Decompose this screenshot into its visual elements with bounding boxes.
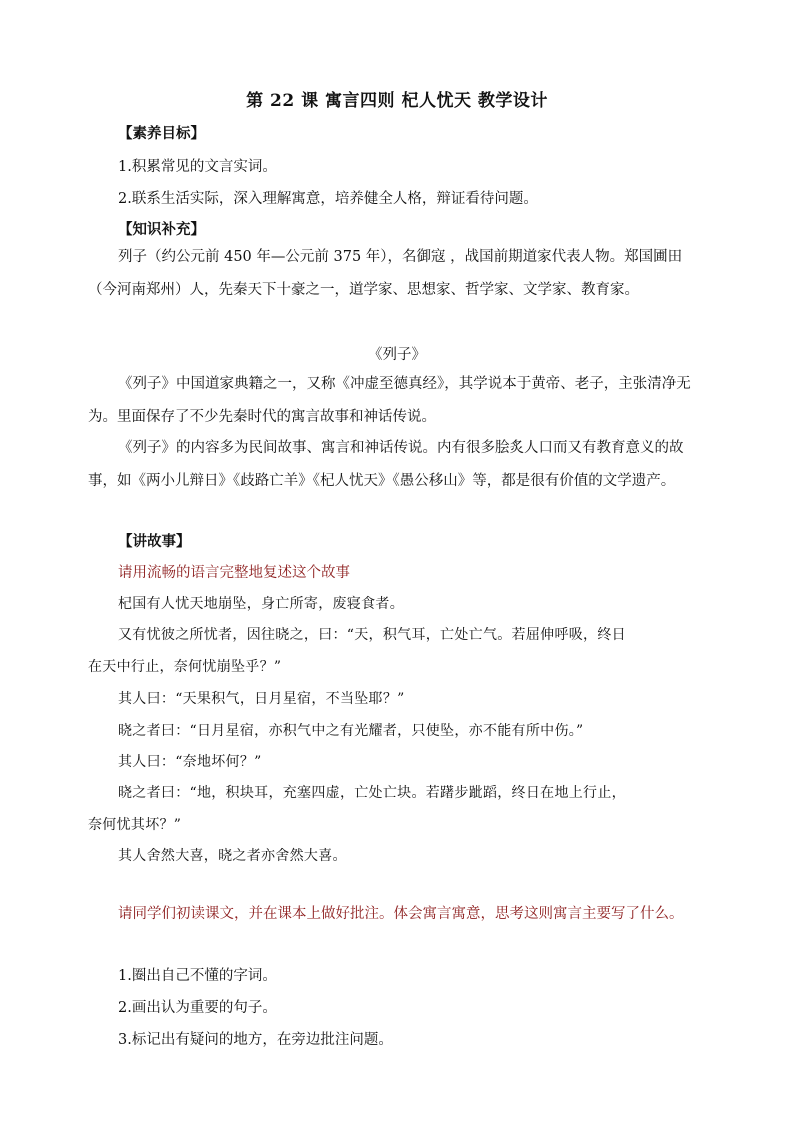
- story-prompt: 请用流畅的语言完整地复述这个故事: [118, 565, 350, 581]
- story-line-2: 又有忧彼之所忧者，因往晓之，曰：“天，积气耳，亡处亡气。若屈伸呼吸，终日: [118, 627, 626, 643]
- story-line-3: 在天中行止，奈何忧崩坠乎？”: [88, 659, 282, 675]
- task-item-2: 2.画出认为重要的句子。: [118, 1000, 277, 1016]
- goals-heading: 【素养目标】: [118, 125, 205, 142]
- story-line-6: 其人曰：“奈地坏何？”: [118, 754, 262, 770]
- page-title: 第 22 课 寓言四则 杞人忧天 教学设计: [246, 91, 548, 111]
- task-item-1: 1.圈出自己不懂的字词。: [118, 968, 277, 984]
- book-paragraph-2: 《列子》的内容多为民间故事、寓言和神话传说。内有很多脍炙人口而又有教育意义的故事，如《两小儿辩日》《歧路亡羊》《杞人忧天》《愚公移山》等，都是很有价值的文学遗产。: [88, 440, 684, 489]
- story-line-9: 其人舍然大喜，晓之者亦舍然大喜。: [118, 848, 347, 864]
- task-prompt: 请同学们初读课文，并在课本上做好批注。体会寓言寓意，思考这则寓言主要写了什么。: [118, 906, 684, 922]
- story-heading: 【讲故事】: [118, 533, 191, 550]
- task-item-3: 3.标记出有疑问的地方，在旁边批注问题。: [118, 1032, 393, 1048]
- story-line-4: 其人曰：“天果积气，日月星宿，不当坠耶？”: [118, 691, 405, 707]
- story-line-1: 杞国有人忧天地崩坠，身亡所寄，废寝食者。: [118, 596, 404, 612]
- knowledge-heading: 【知识补充】: [118, 221, 205, 238]
- goal-item-2: 2.联系生活实际，深入理解寓意，培养健全人格，辩证看待问题。: [118, 191, 538, 207]
- book-paragraph-1: 《列子》中国道家典籍之一，又称《冲虚至德真经》，其学说本于黄帝、老子，主张清净无为。里面保存了不少先秦时代的寓言故事和神话传说。: [88, 376, 691, 425]
- story-line-8: 奈何忧其坏？”: [88, 817, 182, 833]
- story-line-7: 晓之者曰：“地，积块耳，充塞四虚，亡处亡块。若躇步跐蹈，终日在地上行止，: [118, 785, 626, 801]
- liezi-biography: 列子（约公元前 450 年—公元前 375 年），名御寇 ，战国前期道家代表人物。郑国圃田（今河南郑州）人，先秦天下十豪之一，道学家、思想家、哲学家、文学家、教育家。: [88, 249, 683, 298]
- book-title: 《列子》: [368, 347, 426, 363]
- goal-item-1: 1.积累常见的文言实词。: [118, 159, 277, 175]
- story-line-5: 晓之者曰：“日月星宿，亦积气中之有光耀者，只使坠，亦不能有所中伤。”: [118, 723, 584, 739]
